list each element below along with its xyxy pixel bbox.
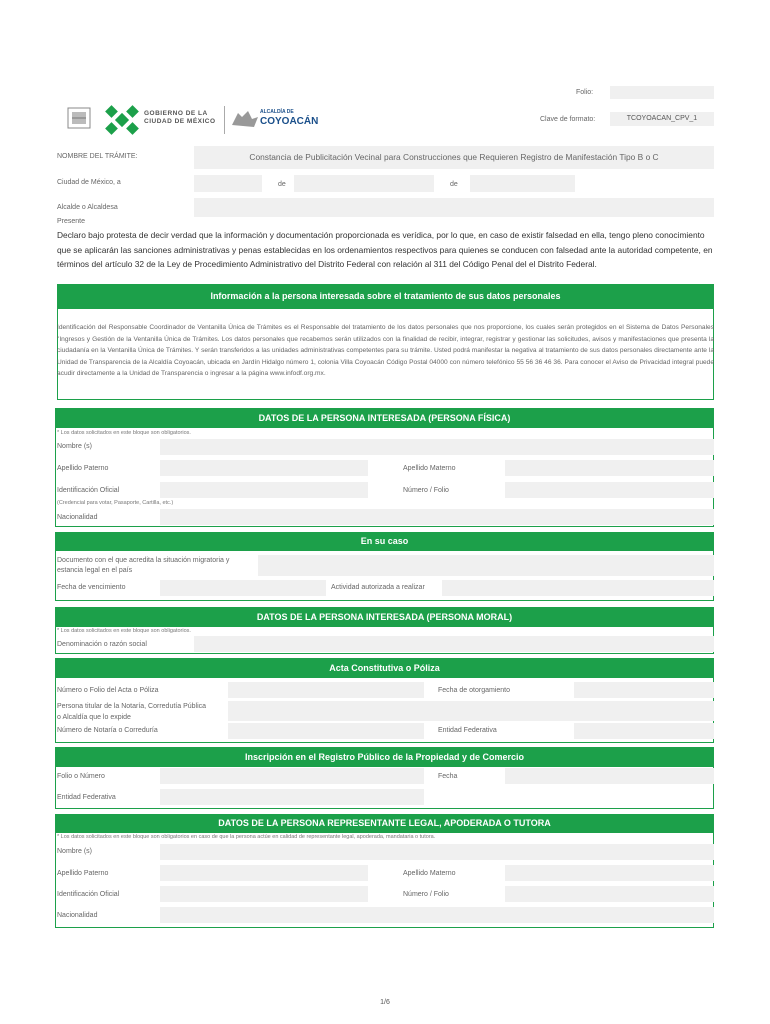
rep-folio-label: Número / Folio <box>403 891 449 898</box>
fisica-materno-label: Apellido Materno <box>403 465 456 472</box>
acta-title: Acta Constitutiva o Póliza <box>55 658 714 678</box>
gob-logo-text: GOBIERNO DE LA CIUDAD DE MÉXICO <box>144 110 216 125</box>
fisica-nacionalidad-label: Nacionalidad <box>57 514 98 521</box>
fisica-paterno-field[interactable] <box>160 460 368 476</box>
cdmx-logo-icon <box>104 104 140 136</box>
registro-fecha-field[interactable] <box>505 768 714 784</box>
acta-fecha-label: Fecha de otorgamiento <box>438 687 510 694</box>
rep-paterno-field[interactable] <box>160 865 368 881</box>
acta-notaria-label: Número de Notaría o Correduría <box>57 727 158 734</box>
clave-label: Clave de formato: <box>540 116 596 123</box>
fecha-vencimiento-label: Fecha de vencimiento <box>57 584 126 591</box>
presente-label: Presente <box>57 218 86 225</box>
fisica-nombre-label: Nombre (s) <box>57 443 93 450</box>
privacy-text: Identificación del Responsable Coordinador de Ventanilla Única de Trámites es el Responsable del tratamiento de los datos personales que nos proporcione, los cuales serán protegidos en el Sistema de Datos Personales "Ingresos y Gestión de la Ventanilla Única de Trámites. Los datos personales que recabemos serán utilizados con la finalidad de recibir, integrar, registrar y gestionar las solicitudes, avisos y manifestaciones que presenta la ciudadanía en la Ventanilla Única de Trámites. Y serán transferidos a las unidades administrativas competentes para su trámite. Usted podrá manifestar la negativa al tratamiento de sus datos personales directamente ante la Unidad de Transparencia de la Alcaldía Coyoacán, ubicada en Jardín Hidalgo número 1, colonia Villa Coyoacán Código Postal 04000 con número telefónico 55 56 36 46 36. Para conocer el Aviso de Privacidad integral puede acudir directamente a la Unidad de Transparencia o ingresar a la página www.infodf.org.mx. <box>57 324 714 377</box>
rep-nacionalidad-field[interactable] <box>160 907 714 923</box>
declaracion-text: Declaro bajo protesta de decir verdad que la información y documentación proporcionada es verídica, por lo que, en caso de existir falsedad en ella, tengo pleno conocimiento que se aplicarán las sanciones administrativas y penas establecidas en los ordenamientos respectivos para quienes se conducen con falsedad ante la autoridad competente, en términos del artículo 32 de la Ley de Procedimiento Administrativo del Distrito Federal con relación al 311 del Código Penal del el Distrito Federal. <box>57 230 713 269</box>
ciudad-label: Ciudad de México, a <box>57 179 121 186</box>
fisica-folio-field[interactable] <box>505 482 714 498</box>
registro-entidad-label: Entidad Federativa <box>57 794 116 801</box>
acta-numero-field[interactable] <box>228 682 424 698</box>
fisica-note: * Los datos solicitados en este bloque son obligatorios. <box>57 430 191 436</box>
fisica-materno-field[interactable] <box>505 460 714 476</box>
rep-folio-field[interactable] <box>505 886 714 902</box>
fisica-nombre-field[interactable] <box>160 439 714 455</box>
registro-folio-label: Folio o Número <box>57 773 105 780</box>
logos <box>66 104 336 136</box>
fisica-identificacion-label: Identificación Oficial <box>57 487 120 494</box>
fisica-identificacion-field[interactable] <box>160 482 368 498</box>
logo-divider <box>224 106 225 134</box>
representante-note: * Los datos solicitados en este bloque son obligatorios en caso de que la persona actúe en calidad de representante legal, apoderada, mandataria o tutora. <box>57 834 436 840</box>
clave-field: TCOYOACAN_CPV_1 <box>610 112 714 126</box>
rep-identificacion-field[interactable] <box>160 886 368 902</box>
representante-title: DATOS DE LA PERSONA REPRESENTANTE LEGAL, APODERADA O TUTORA <box>55 814 714 833</box>
alcalde-label: Alcalde o Alcaldesa <box>57 204 118 211</box>
actividad-field[interactable] <box>442 580 714 596</box>
en-su-caso-title: En su caso <box>55 532 714 551</box>
moral-note: * Los datos solicitados en este bloque son obligatorios. <box>57 628 191 634</box>
anio-field[interactable] <box>470 175 575 192</box>
registro-fecha-label: Fecha <box>438 773 458 780</box>
alcalde-field[interactable] <box>194 198 714 217</box>
coyoacan-coyote-icon <box>230 107 260 131</box>
rep-nombre-label: Nombre (s) <box>57 848 93 855</box>
fisica-paterno-label: Apellido Paterno <box>57 465 109 472</box>
acta-numero-label: Número o Folio del Acta o Póliza <box>57 687 159 694</box>
acta-entidad-field[interactable] <box>574 723 714 739</box>
escudo-icon <box>66 106 92 130</box>
fisica-credencial-note: (Credencial para votar, Pasaporte, Cartilla, etc.) <box>57 500 174 506</box>
folio-field[interactable] <box>610 86 714 99</box>
tramite-field: Constancia de Publicitación Vecinal para Construcciones que Requieren Registro de Manifestación Tipo B o C <box>194 146 714 169</box>
page-number: 1/6 <box>380 999 390 1006</box>
documento-migratorio-label: Documento con el que acredita la situación migratoria y estancia legal en el país <box>57 557 230 574</box>
acta-fecha-field[interactable] <box>574 682 714 698</box>
fisica-nacionalidad-field[interactable] <box>160 509 714 525</box>
rep-nacionalidad-label: Nacionalidad <box>57 912 98 919</box>
folio-label: Folio: <box>576 89 594 96</box>
rep-nombre-field[interactable] <box>160 844 714 860</box>
de-label-2: de <box>450 181 458 188</box>
fisica-folio-label: Número / Folio <box>403 487 449 494</box>
acta-persona-field[interactable] <box>228 701 714 721</box>
documento-migratorio-field[interactable] <box>258 555 714 576</box>
moral-title: DATOS DE LA PERSONA INTERESADA (PERSONA MORAL) <box>55 607 714 627</box>
acta-entidad-label: Entidad Federativa <box>438 727 497 734</box>
fisica-title: DATOS DE LA PERSONA INTERESADA (PERSONA FÍSICA) <box>55 408 714 428</box>
acta-notaria-field[interactable] <box>228 723 424 739</box>
registro-entidad-field[interactable] <box>160 789 424 805</box>
privacy-title: Información a la persona interesada sobre el tratamiento de sus datos personales <box>57 284 714 308</box>
rep-identificacion-label: Identificación Oficial <box>57 891 120 898</box>
mes-field[interactable] <box>294 175 434 192</box>
dia-field[interactable] <box>194 175 262 192</box>
actividad-label: Actividad autorizada a realizar <box>331 584 425 591</box>
rep-materno-field[interactable] <box>505 865 714 881</box>
alcaldia-logo-text: ALCALDÍA DE COYOACÁN <box>260 109 319 127</box>
acta-persona-label: Persona titular de la Notaría, Corredutía Pública o Alcaldía que lo expide <box>57 703 207 721</box>
de-label-1: de <box>278 181 286 188</box>
fecha-vencimiento-field[interactable] <box>160 580 326 596</box>
rep-materno-label: Apellido Materno <box>403 870 456 877</box>
registro-title: Inscripción en el Registro Público de la Propiedad y de Comercio <box>55 747 714 767</box>
denominacion-field[interactable] <box>194 636 714 652</box>
registro-folio-field[interactable] <box>160 768 424 784</box>
rep-paterno-label: Apellido Paterno <box>57 870 109 877</box>
tramite-label: NOMBRE DEL TRÁMITE: <box>57 153 138 160</box>
denominacion-label: Denominación o razón social <box>57 641 147 648</box>
